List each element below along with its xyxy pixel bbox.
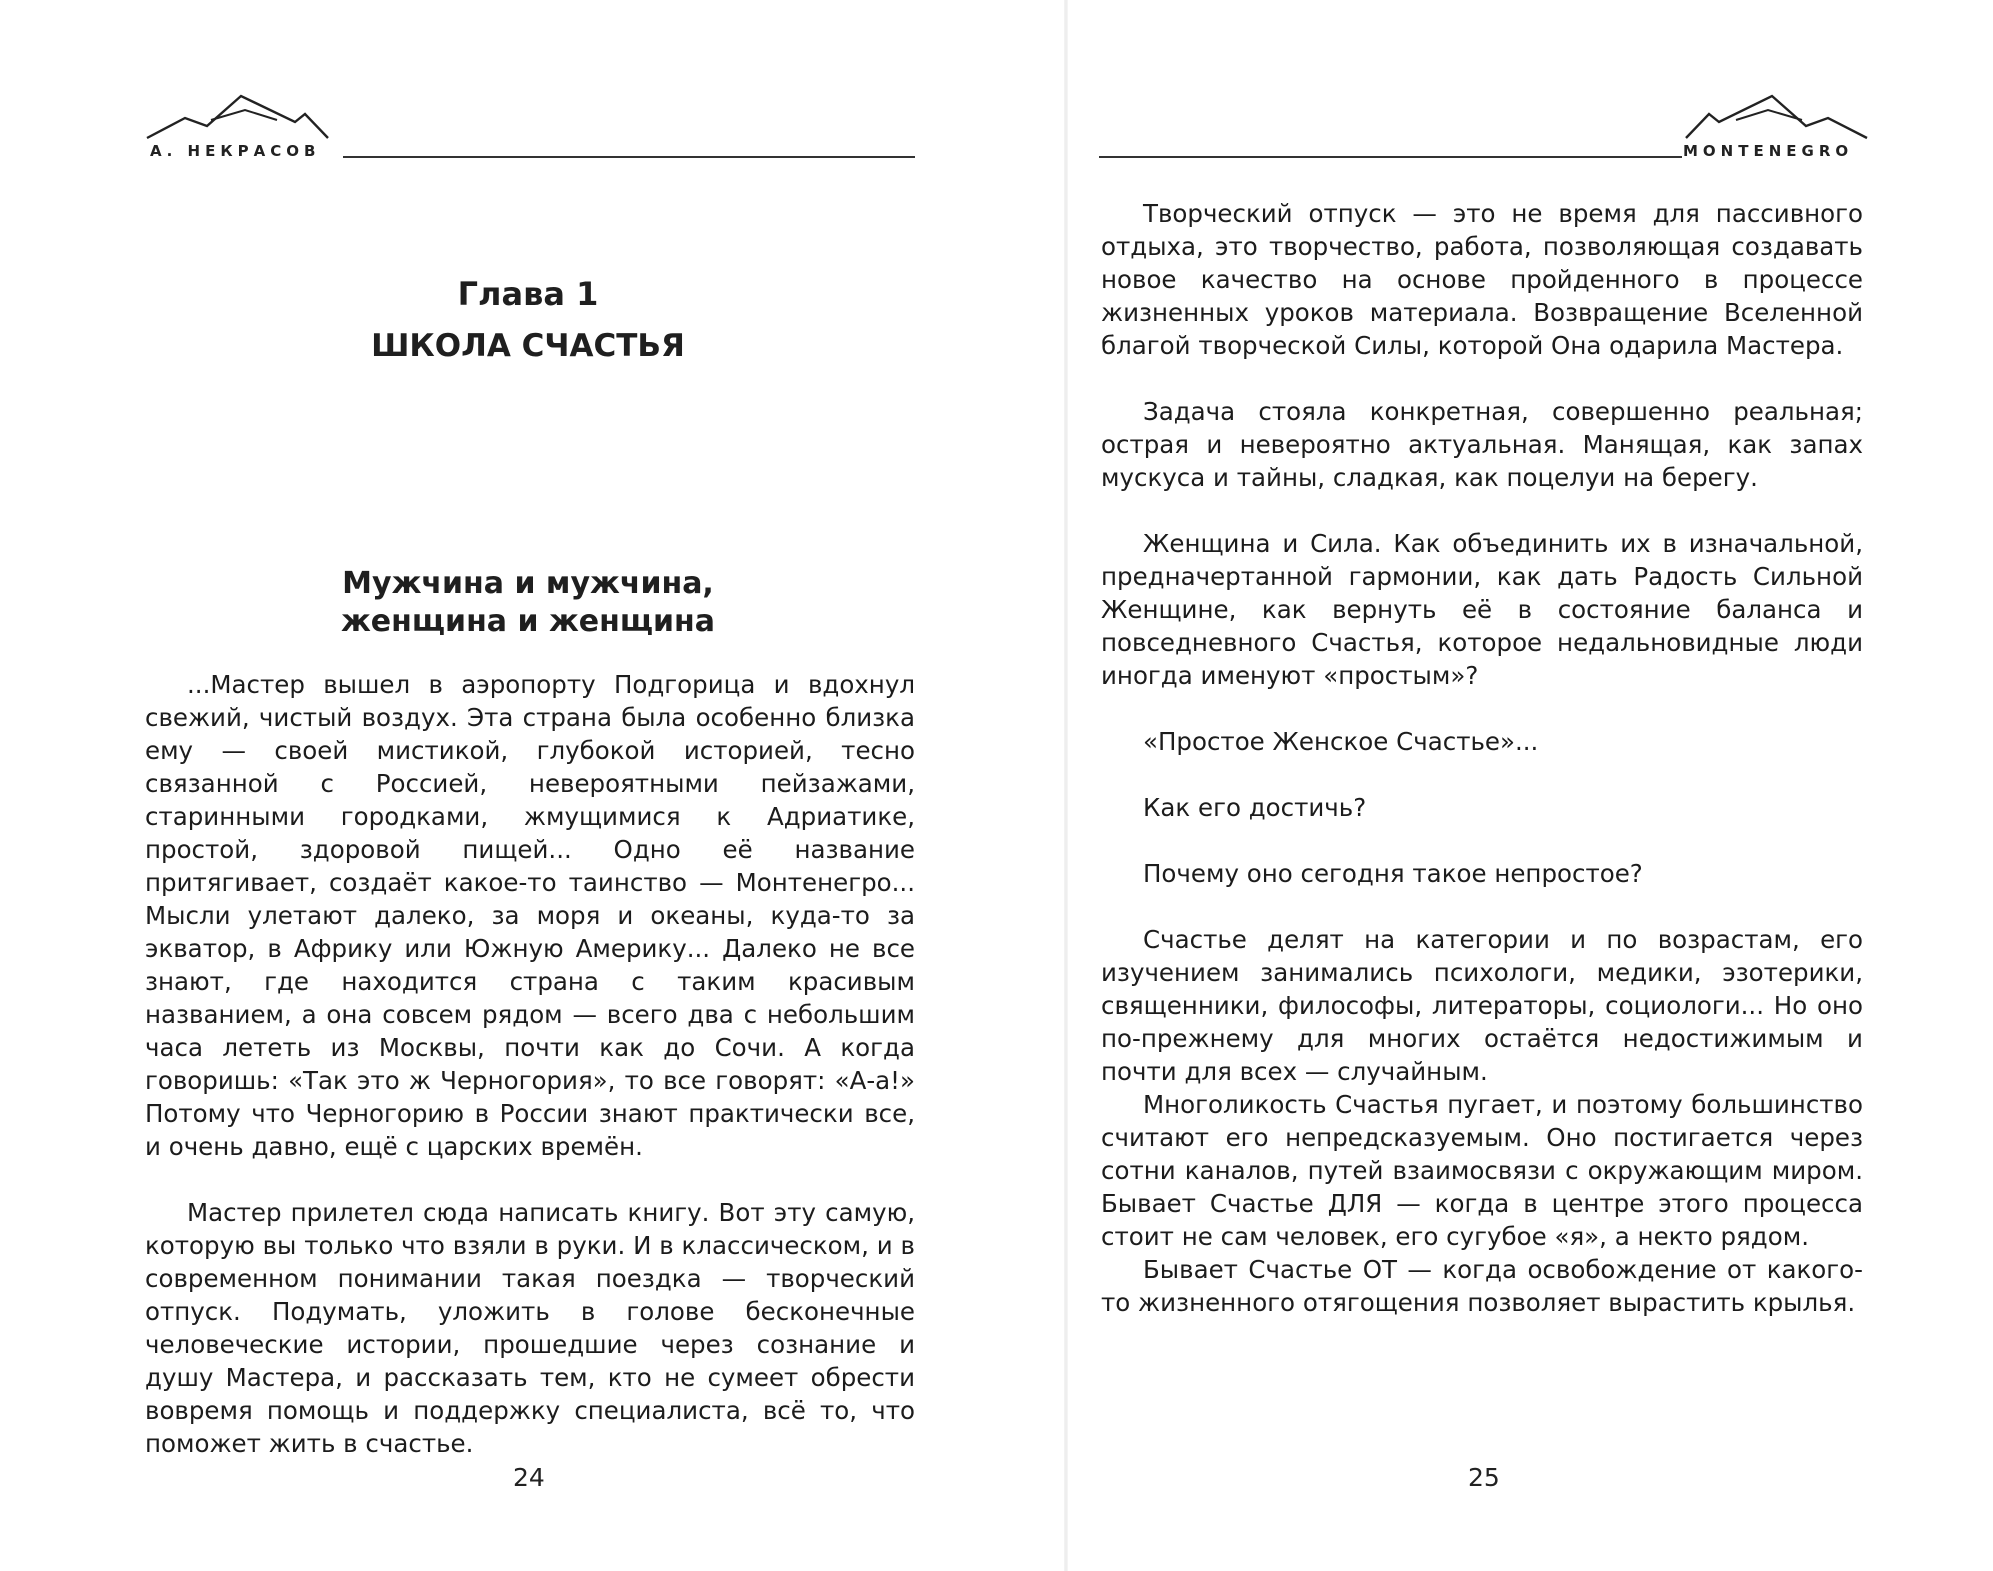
paragraph: ...Мастер вышел в аэропорту Подгорица и вдохнул свежий, чистый воздух. Эта страна была особенно близка ему — своей мистикой, глубокой историей, тесно связанной с Россией, невероятными пейзажами, старинными городками, жмущимися к Адриатике, простой, здоровой пищей... Одно её название притягивает, создаёт какое-то таинство — Монтенегро... Мысли улетают далеко, за моря и океаны, куда-то за экватор, в Африку или Южную Америку... Далеко не все знают, где находится страна с таким красивым названием, а она совсем рядом — всего два с небольшим часа лететь из Москвы, почти как до Сочи. А когда говоришь: «Так это ж Черногория», то все говорят: «А-а!» Потому что Черногорию в России знают практически все, и очень давно, ещё с царских времён. bbox=[145, 670, 915, 1161]
running-head-title: MONTENEGRO bbox=[1683, 142, 1854, 160]
paragraph: Задача стояла конкретная, совершенно реальная; острая и невероятно актуальная. Манящая, как запах мускуса и тайны, сладкая, как поцелуи на берегу. bbox=[1101, 397, 1863, 492]
header-rule bbox=[1099, 156, 1682, 158]
paragraph: Бывает Счастье ОТ — когда освобождение от какого-то жизненного отягощения позволяет вырастить крылья. bbox=[1101, 1255, 1863, 1317]
paragraph: Как его достичь? bbox=[1143, 793, 1367, 822]
running-head-author: А. НЕКРАСОВ bbox=[150, 142, 321, 160]
paragraph: «Простое Женское Счастье»... bbox=[1143, 727, 1539, 756]
paragraph: Творческий отпуск — это не время для пассивного отдыха, это творчество, работа, позволяющая создавать новое качество на основе пройденного в процессе жизненных уроков материала. Возвращение Вселенной благой творческой Силы, которой Она одарила Мастера. bbox=[1101, 199, 1863, 360]
header-rule bbox=[343, 156, 915, 158]
right-page-body bbox=[1101, 197, 1863, 1319]
mountain-logo-icon bbox=[145, 92, 330, 140]
left-page-body bbox=[145, 668, 915, 1460]
paragraph: Почему оно сегодня такое непростое? bbox=[1143, 859, 1643, 888]
section-title bbox=[140, 565, 916, 641]
section-title-line: женщина и женщина bbox=[340, 604, 716, 639]
paragraph: Женщина и Сила. Как объединить их в изначальной, предначертанной гармонии, как дать Радость Сильной Женщине, как вернуть её в состояние баланса и повседневного Счастья, которое недальновидные люди иногда именуют «простым»? bbox=[1101, 529, 1863, 690]
chapter-title: ШКОЛА СЧАСТЬЯ bbox=[371, 328, 685, 364]
chapter-number: Глава 1 bbox=[457, 275, 599, 313]
section-title-line: Мужчина и мужчина, bbox=[342, 566, 714, 601]
paragraph: Мастер прилетел сюда написать книгу. Вот эту самую, которую вы только что взяли в руки. И в классическом, и в современном понимании такая поездка — творческий отпуск. Подумать, уложить в голове бесконечные человеческие истории, прошедшие через сознание и душу Мастера, и рассказать тем, кто не сумеет обрести вовремя помощь и поддержку специалиста, всё то, что поможет жить в счастье. bbox=[145, 1198, 915, 1458]
mountain-logo-icon bbox=[1684, 92, 1869, 140]
right-page bbox=[1066, 0, 1993, 1571]
page-number: 25 bbox=[1468, 1463, 1500, 1492]
paragraph: Многоликость Счастья пугает, и поэтому большинство считают его непредсказуемым. Оно постигается через сотни каналов, путей взаимосвязи с окружающим миром. Бывает Счастье ДЛЯ — когда в центре этого процесса стоит не сам человек, его сугубое «я», а некто рядом. bbox=[1101, 1090, 1863, 1251]
page-number: 24 bbox=[513, 1463, 545, 1492]
paragraph: Счастье делят на категории и по возрастам, его изучением занимались психологи, медики, эзотерики, священники, философы, литераторы, социологи... Но оно по-прежнему для многих остаётся недостижимым и почти для всех — случайным. bbox=[1101, 925, 1863, 1086]
